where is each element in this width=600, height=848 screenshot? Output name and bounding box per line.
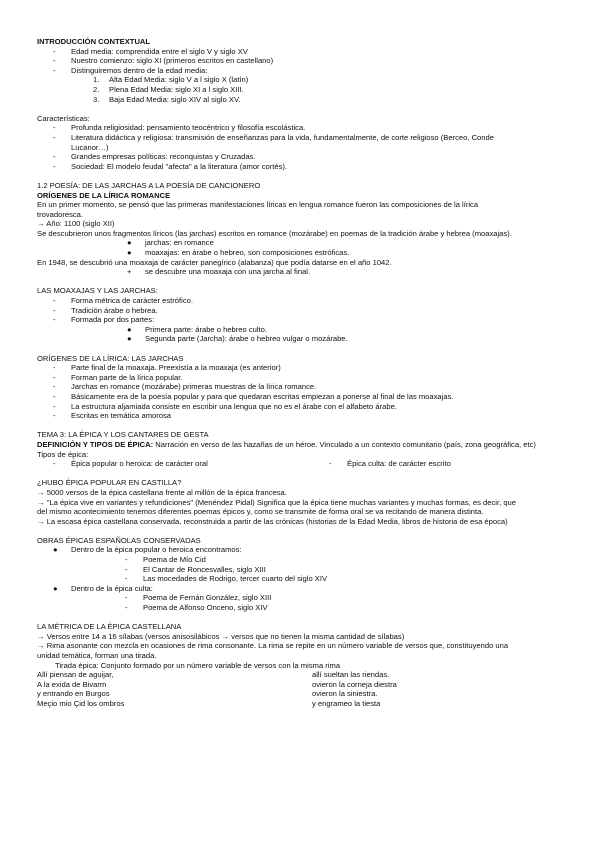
list-item: - Grandes empresas políticas: reconquistas y Cruzadas. [53,152,256,162]
list-item-dot: ● moaxajas: en árabe o hebreo, son composiciones estróficas. [127,248,350,258]
list-item: - Edad media: comprendida entre el siglo V y siglo XV [53,46,248,56]
list-item: - La estructura aljamiada consiste en escribir una lengua que no es el árabe con el alfabeto árabe. [53,401,397,411]
list-item: - Profunda religiosidad: pensamiento teocéntrico y filosofía escolástica. [53,123,306,133]
section-title-tema3: TEMA 3: LA ÉPICA Y LOS CANTARES DE GESTA [37,430,209,440]
list-item-numbered: 2. Plena Edad Media: siglo XI a l siglo XIII. [93,84,244,94]
list-item: - Jarchas en romance (mozárabe) primeras muestras de la lírica romance. [53,382,317,392]
paragraph: → "La épica vive en variantes y refundiciones" (Menéndez Pidal) Significa que la épica tiene muchas variantes y muchas formas, es decir, que [37,497,516,507]
list-item: - Literatura didáctica y religiosa: transmisión de enseñanzas para la vida, fundamentalmente, de corte religioso (Berceo, Conde [53,132,494,142]
verse-row: Meçio mio Çid los ombros y engrameo la tiesta [37,698,381,708]
paragraph: unidad temática, forman una tirada. [37,651,157,660]
list-item: - Forman parte de la lírica popular. [53,372,183,382]
paragraph: → Rima asonante con mezcla en ocasiones de rima consonante. La rima se repite en un número variable de versos que, constituyendo una [37,641,509,651]
paragraph-tirada: Tirada épica: Conjunto formado por un número variable de versos con la misma rima [55,660,341,670]
paragraph: Se descubrieron unos fragmentos líricos (las jarchas) escritos en romance (mozárabe) en poemas de la tradición árabe y hebrea (moaxajas). [37,228,512,238]
paragraph: → La escasa épica castellana conservada, reconstruida a partir de las crónicas (historias de la Edad Media, libros de historia de esa época) [37,516,508,526]
list-item-plus: + se descubre una moaxaja con una jarcha al final. [127,267,311,277]
list-item: - Forma métrica de carácter estrófico. [53,296,193,306]
section-title-epica-popular: ¿HUBO ÉPICA POPULAR EN CASTILLA? [37,478,182,488]
section-title-intro: INTRODUCCIÓN CONTEXTUAL [37,37,151,46]
tipos-epica-row: - Épica popular o heroica: de carácter oral - Épica culta: de carácter escrito [53,459,451,469]
list-item: - Parte final de la moaxaja. Preexistía a la moaxaja (es anterior) [53,363,281,373]
paragraph: trovadoresca. [37,209,84,219]
list-item-numbered: 1. Alta Edad Media: siglo V a l siglo X (latín) [93,75,249,85]
paragraph: En un primer momento, se pensó que las primeras manifestaciones líricas en lengua romance fueron las composiciones de la lírica [37,200,479,210]
paragraph: Tipos de épica: [37,449,89,459]
section-title-metrica: LA MÉTRICA DE LA ÉPICA CASTELLANA [37,622,182,632]
list-item-numbered: 3. Baja Edad Media: siglo XIV al siglo XV. [93,94,241,104]
section-title-moaxajas: LAS MOAXAJAS Y LAS JARCHAS: [37,286,158,296]
paragraph: En 1948, se descubrió una moaxaja de carácter panegírico (alabanza) que podía datarse en el año 1042. [37,257,392,267]
list-item-dot: ● Dentro de la épica popular o heroica encontramos: [53,545,242,555]
paragraph: → Año: 1100 (siglo XII) [37,219,115,229]
verse-row: A la exida de Bivarm ovieron la corneja diestra [37,679,397,689]
list-item-dot: ● Segunda parte (Jarcha): árabe o hebreo vulgar o mozárabe. [127,334,348,344]
section-title-poesia: 1.2 POESÍA: DE LAS JARCHAS A LA POESÍA DE CANCIONERO [37,180,261,190]
list-item: - Básicamente era de la poesía popular y para que quedaran escritas empiezan a ponerse al final de las moaxajas. [53,391,454,401]
list-item: - Sociedad: El modelo feudal "afecta" a la literatura (amor cortés). [53,161,288,171]
section-title-obras: OBRAS ÉPICAS ESPAÑOLAS CONSERVADAS [37,535,201,545]
list-item: - Poema de Mío Cid [125,555,206,565]
list-item-dot: ● jarchas: en romance [127,238,214,248]
section-title-origenes-jarchas: ORÍGENES DE LA LÍRICA: LAS JARCHAS [37,353,184,363]
verse-row: y entrando en Burgos ovieron la siniestra. [37,689,378,699]
section-title-caracteristicas: Características: [37,113,90,123]
list-item-dot: ● Primera parte: árabe o hebreo culto. [127,324,267,334]
subsection-title-origenes: ORÍGENES DE LA LÍRICA ROMANCE [37,190,171,200]
list-item: - Escritas en temática amorosa [53,411,172,421]
list-item: - Tradición árabe o hebrea. [53,305,158,315]
paragraph: del mismo acontecimiento tenemos diferentes poemas épicos y, como se transmite de forma oral se va recitando de manera distinta. [37,507,484,517]
list-item: - Las mocedades de Rodrigo, tercer cuarto del siglo XIV [125,574,328,584]
list-item-dot: ● Dentro de la épica culta: [53,583,153,593]
list-item: - Poema de Fernán González, siglo XIII [125,593,272,603]
verse-row: Allí piensan de aguijar, allí sueltan las riendas. [37,670,390,680]
paragraph: → Versos entre 14 a 16 sílabas (versos anisosilábicos → versos que no tienen la misma cantidad de sílabas) [37,631,405,641]
paragraph: → 5000 versos de la épica castellana frente al millón de la épica francesa. [37,487,287,497]
list-item: - Nuestro comienzo: siglo XI (primeros escritos en castellano) [53,56,274,66]
list-item: - Distinguiremos dentro de la edad media: [53,65,208,75]
list-item: - Formada por dos partes: [53,315,155,325]
list-item-continuation: Lucanor…) [71,142,109,152]
paragraph-definicion: DEFINICIÓN Y TIPOS DE ÉPICA: Narración en verso de las hazañas de un héroe. Vinculado a un contexto comunitario (país, zona geográfica, etc) [37,439,536,449]
list-item: - Poema de Alfonso Onceno, siglo XIV [125,603,268,613]
list-item: - El Cantar de Roncesvalles, siglo XIII [125,564,266,574]
